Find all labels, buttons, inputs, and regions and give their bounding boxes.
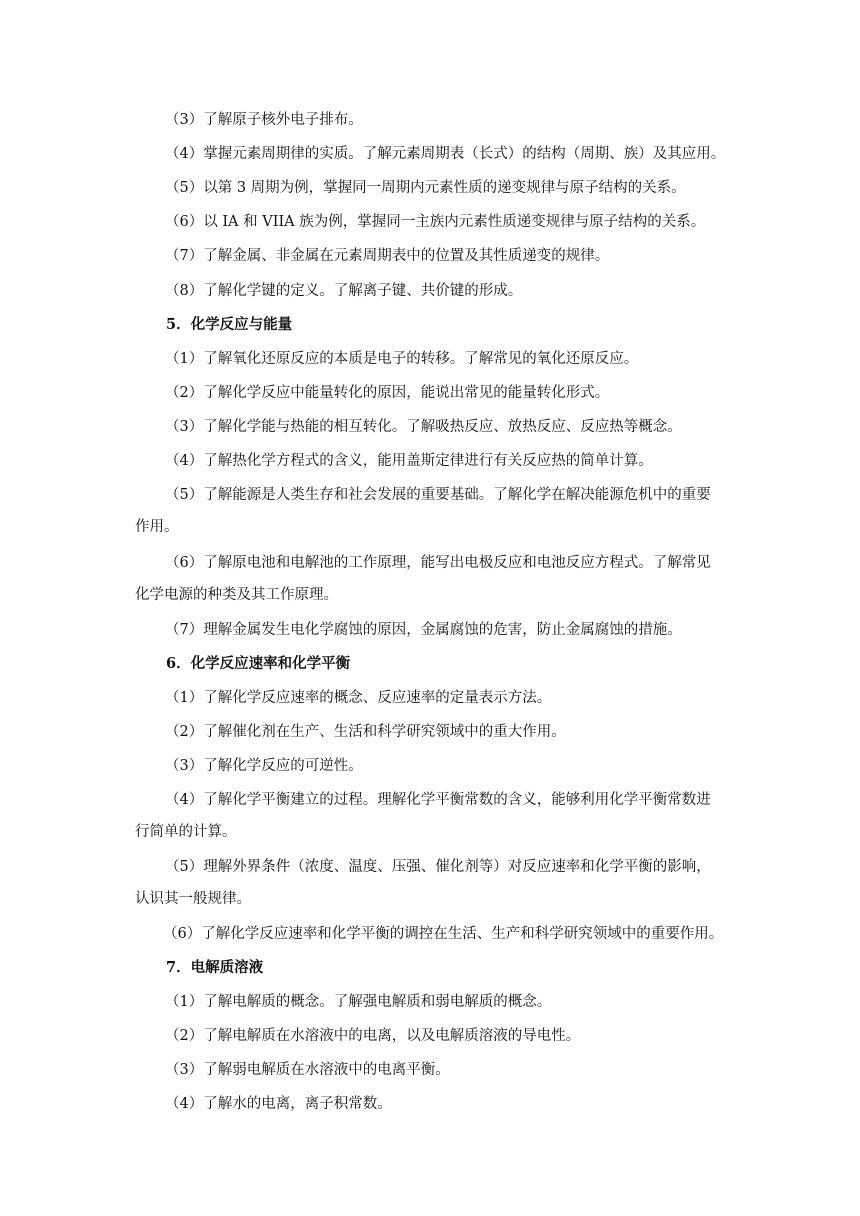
s6-item-5-cont: 认识其一般规律。: [135, 891, 251, 907]
s5-item-5: （5）了解能源是人类生存和社会发展的重要基础。了解化学在解决能源危机中的重要: [165, 487, 711, 503]
item-4-periodic-law: （4）掌握元素周期律的实质。了解元素周期表（长式）的结构（周期、族）及其应用。: [165, 146, 726, 162]
s5-item-5-cont: 作用。: [135, 519, 179, 535]
s6-item-4: （4）了解化学平衡建立的过程。理解化学平衡常数的含义，能够利用化学平衡常数进: [165, 792, 711, 808]
s5-item-4: （4）了解热化学方程式的含义，能用盖斯定律进行有关反应热的简单计算。: [165, 453, 653, 469]
section-7-heading: 7．电解质溶液: [166, 959, 264, 976]
item-7-metals-nonmetals: （7）了解金属、非金属在元素周期表中的位置及其性质递变的规律。: [165, 248, 610, 264]
item-8-chemical-bonds: （8）了解化学键的定义。了解离子键、共价键的形成。: [165, 283, 523, 299]
item-6-main-group: （6）以 IA 和 VIIA 族为例，掌握同一主族内元素性质递变规律与原子结构的关系。: [165, 214, 706, 230]
section-6-heading: 6．化学反应速率和化学平衡: [166, 655, 351, 672]
s5-item-7: （7）理解金属发生电化学腐蚀的原因，金属腐蚀的危害，防止金属腐蚀的措施。: [165, 622, 682, 638]
s6-item-3: （3）了解化学反应的可逆性。: [165, 758, 363, 774]
s6-item-6: （6）了解化学反应速率和化学平衡的调控在生活、生产和科学研究领域中的重要作用。: [163, 926, 724, 942]
s5-item-6-cont: 化学电源的种类及其工作原理。: [135, 587, 338, 603]
s6-item-2: （2）了解催化剂在生产、生活和科学研究领域中的重大作用。: [165, 724, 566, 740]
item-3-electron-configuration: （3）了解原子核外电子排布。: [165, 112, 363, 128]
s6-item-4-cont: 行简单的计算。: [135, 824, 237, 840]
section-5-heading: 5．化学反应与能量: [166, 316, 293, 333]
s7-item-1: （1）了解电解质的概念。了解强电解质和弱电解质的概念。: [165, 994, 552, 1010]
item-5-period-3: （5）以第 3 周期为例，掌握同一周期内元素性质的递变规律与原子结构的关系。: [165, 180, 686, 196]
s7-item-3: （3）了解弱电解质在水溶液中的电离平衡。: [165, 1062, 450, 1078]
s6-item-1: （1）了解化学反应速率的概念、反应速率的定量表示方法。: [165, 690, 552, 706]
s6-item-5: （5）理解外界条件（浓度、温度、压强、催化剂等）对反应速率和化学平衡的影响，: [165, 859, 711, 875]
s5-item-2: （2）了解化学反应中能量转化的原因，能说出常见的能量转化形式。: [165, 385, 610, 401]
s5-item-6: （6）了解原电池和电解池的工作原理，能写出电极反应和电池反应方程式。了解常见: [165, 555, 711, 571]
s5-item-3: （3）了解化学能与热能的相互转化。了解吸热反应、放热反应、反应热等概念。: [165, 419, 682, 435]
s7-item-4: （4）了解水的电离，离子积常数。: [165, 1096, 392, 1112]
s5-item-1: （1）了解氧化还原反应的本质是电子的转移。了解常见的氧化还原反应。: [165, 351, 639, 367]
s7-item-2: （2）了解电解质在水溶液中的电离，以及电解质溶液的导电性。: [165, 1028, 581, 1044]
